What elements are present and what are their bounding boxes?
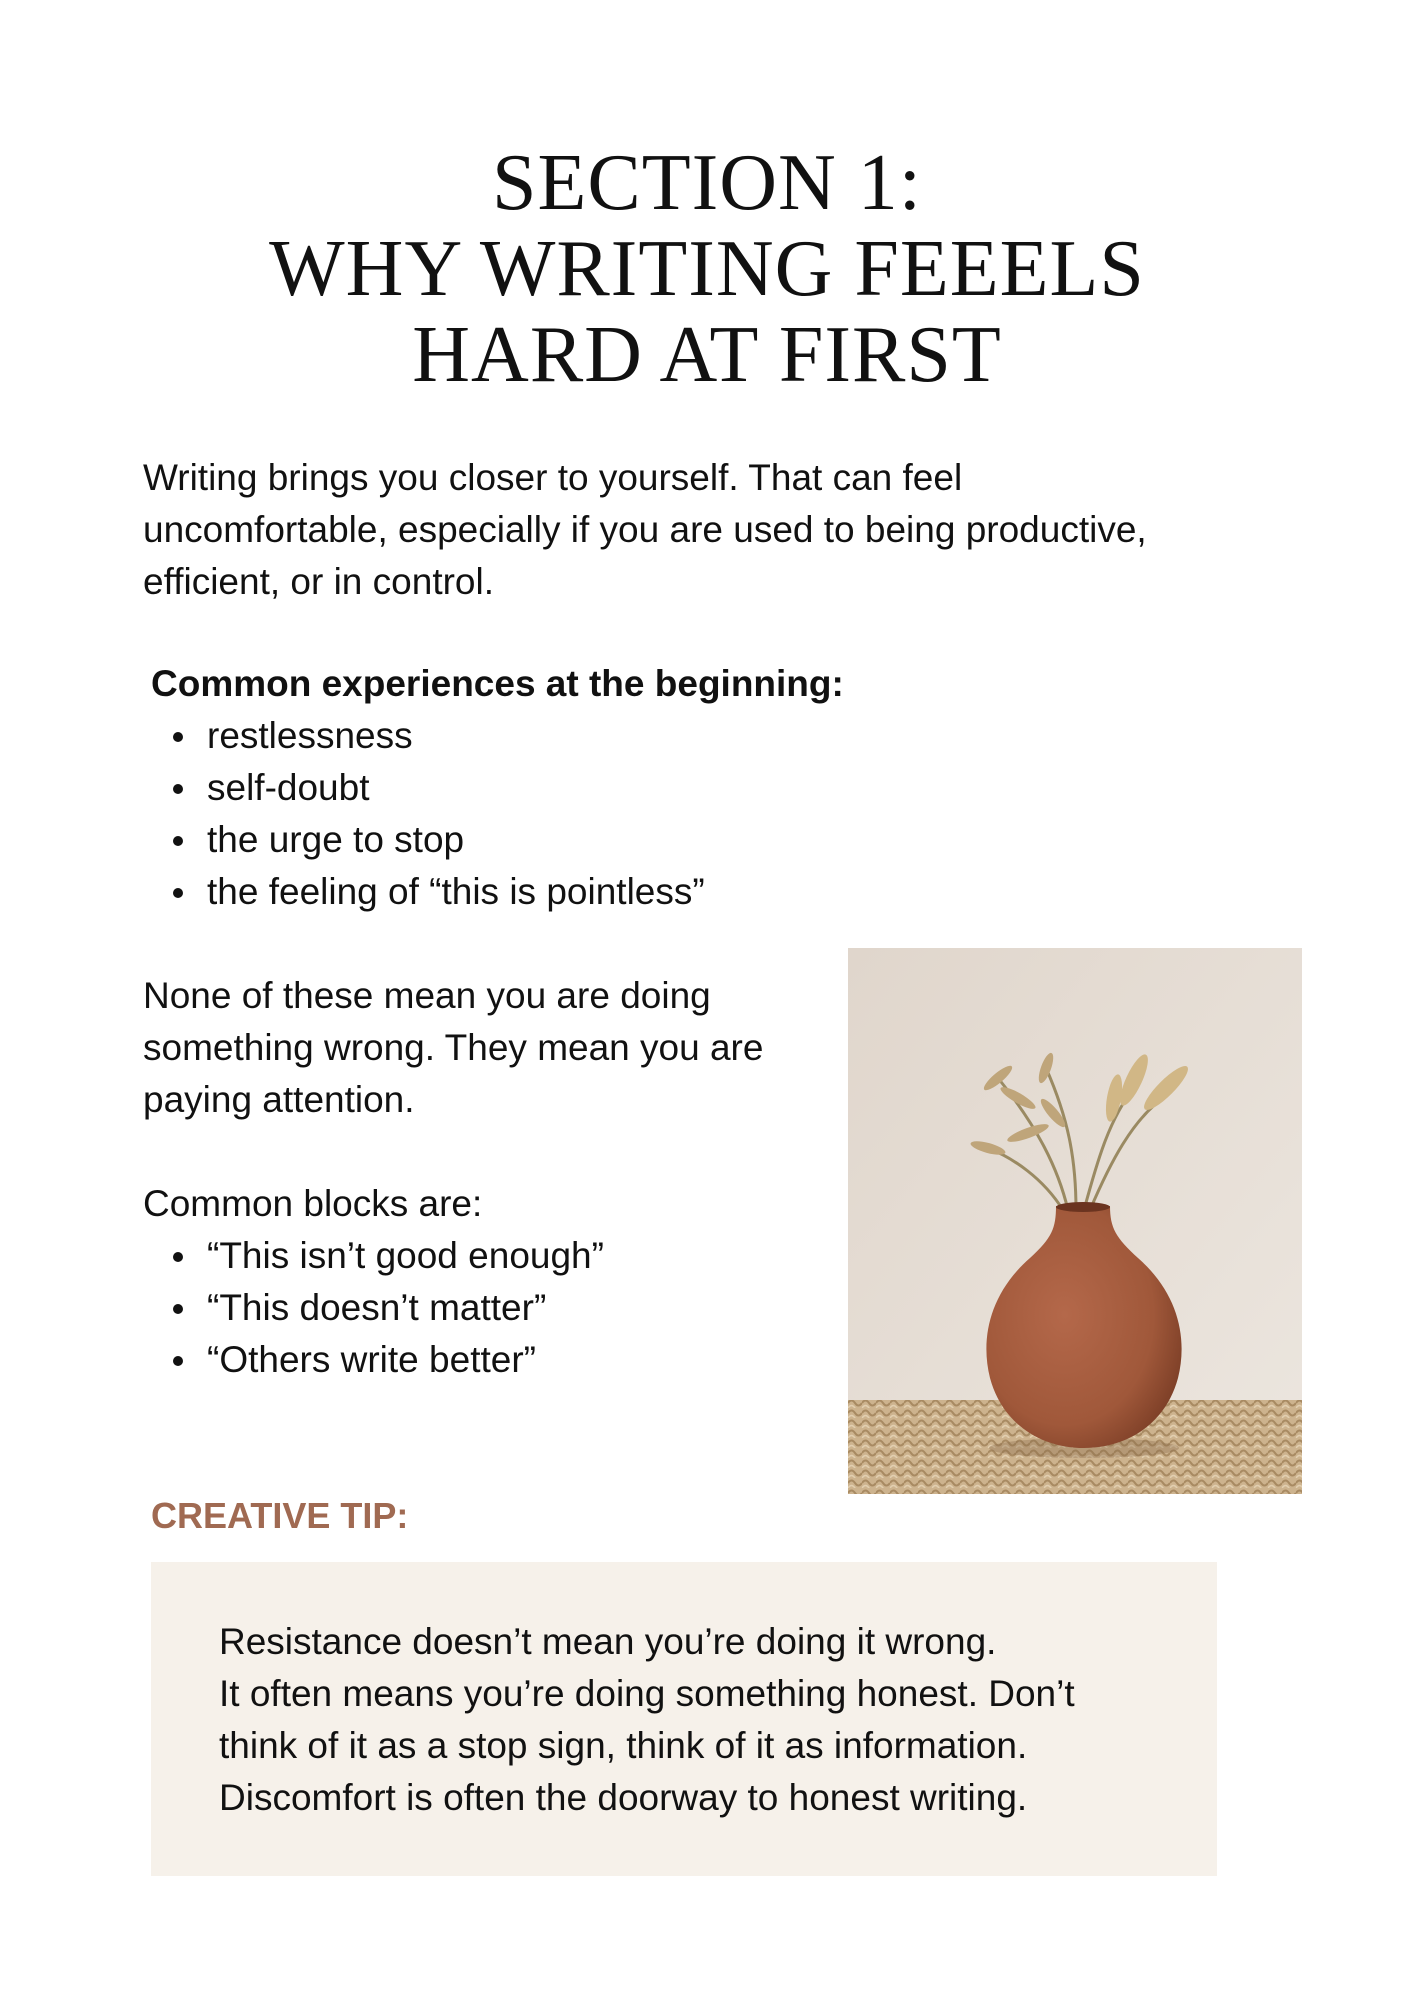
- title-line-3: HARD AT FIRST: [412, 311, 1002, 399]
- reassurance-line-2: something wrong. They mean you are: [143, 1027, 764, 1068]
- vase-photo: [848, 948, 1302, 1494]
- blocks-heading: Common blocks are:: [143, 1183, 483, 1224]
- creative-tip-text: [219, 1616, 1199, 1824]
- tip-line-2: It often means you’re doing something honest. Don’t: [219, 1673, 1075, 1714]
- experiences-list: [143, 710, 705, 918]
- vase-illustration: [848, 948, 1302, 1494]
- reassurance-line-3: paying attention.: [143, 1079, 415, 1120]
- intro-line-2: uncomfortable, especially if you are used to being productive,: [143, 509, 1147, 550]
- title-line-2: WHY WRITING FEEELS: [269, 225, 1145, 313]
- reassurance-paragraph: [143, 970, 823, 1126]
- tip-line-3: think of it as a stop sign, think of it as information.: [219, 1725, 1028, 1766]
- list-item: the urge to stop: [143, 814, 705, 866]
- tip-line-4: Discomfort is often the doorway to honest writing.: [219, 1777, 1028, 1818]
- intro-line-1: Writing brings you closer to yourself. That can feel: [143, 457, 963, 498]
- intro-paragraph: [143, 452, 1293, 608]
- experiences-heading: Common experiences at the beginning:: [151, 663, 844, 704]
- list-item: “Others write better”: [143, 1334, 604, 1386]
- intro-line-3: efficient, or in control.: [143, 561, 494, 602]
- list-item: the feeling of “this is pointless”: [143, 866, 705, 918]
- creative-tip-box: [151, 1562, 1217, 1876]
- list-item: “This isn’t good enough”: [143, 1230, 604, 1282]
- tip-line-1: Resistance doesn’t mean you’re doing it wrong.: [219, 1621, 997, 1662]
- page-title: [0, 140, 1414, 398]
- creative-tip-label: CREATIVE TIP:: [151, 1495, 409, 1536]
- title-line-1: SECTION 1:: [492, 139, 922, 227]
- list-item: “This doesn’t matter”: [143, 1282, 604, 1334]
- reassurance-line-1: None of these mean you are doing: [143, 975, 711, 1016]
- blocks-list: [143, 1230, 604, 1386]
- list-item: restlessness: [143, 710, 705, 762]
- list-item: self-doubt: [143, 762, 705, 814]
